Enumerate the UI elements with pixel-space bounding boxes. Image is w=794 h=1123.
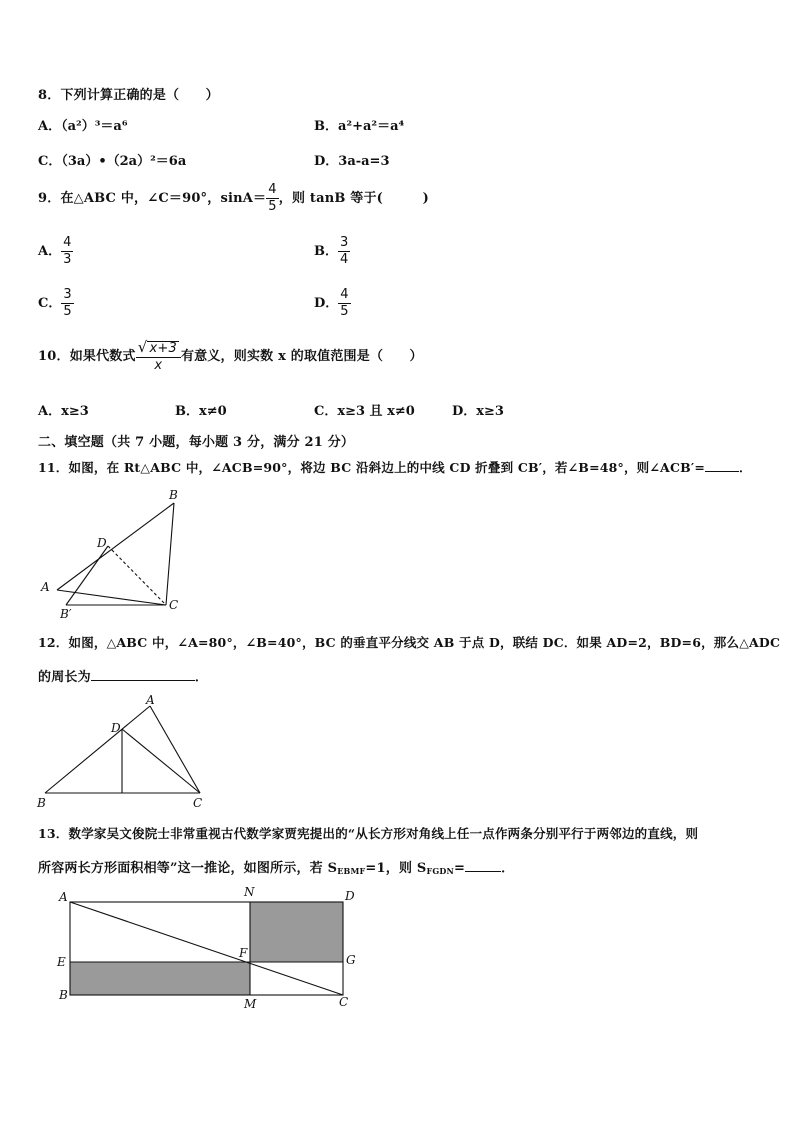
q10-radicand: x+3 — [149, 341, 177, 356]
q10-option-c: C．x≥3 且 x≠0 — [314, 404, 415, 419]
q9-c-den: 5 — [63, 304, 72, 319]
q12-line-1: 12．如图，△ABC 中，∠A=80°，∠B=40°，BC 的垂直平分线交 AB 于点 D，联结 DC．如果 AD=2，BD=6，那么△ADC — [38, 635, 781, 650]
q13-line-2-end: ． — [501, 861, 515, 876]
q12-label-c: C — [193, 796, 203, 810]
q12-label-a: A — [146, 693, 155, 707]
q9-d-num: 4 — [340, 287, 349, 302]
q11-stem — [38, 458, 752, 476]
q9-option-c-label: C． — [38, 296, 62, 311]
q13-label-g: G — [346, 953, 356, 967]
q13-label-n: N — [244, 885, 255, 899]
q12-answer-blank[interactable] — [91, 668, 195, 681]
q10-expression — [136, 340, 181, 373]
q10-stem-post: 有意义，则实数 x 的取值范围是（ ） — [180, 349, 423, 364]
q9-c-num: 3 — [63, 287, 72, 302]
q9-option-d-label: D． — [314, 296, 339, 311]
q13-label-d: D — [345, 889, 355, 903]
q9-stem-post: ，则 tanB 等于( ) — [278, 191, 429, 206]
q8-stem: 8．下列计算正确的是（ ） — [38, 88, 219, 103]
q12-figure — [34, 692, 214, 812]
q13-shaded-rect-ebmf — [70, 962, 250, 995]
q11-segment-dc-dashed — [108, 546, 166, 605]
q9-option-a — [38, 236, 73, 267]
q13-subscript-ebmf: EBMF — [337, 866, 366, 876]
q8-option-b: B．a²+a²＝a⁴ — [314, 119, 405, 134]
q11-label-c: C — [169, 598, 179, 612]
q13-label-a: A — [59, 890, 68, 904]
q12-line-2-text: 的周长为 — [38, 670, 91, 685]
q12-line-2-end: ． — [194, 670, 209, 685]
q9-sin-den: 5 — [268, 199, 277, 214]
q9-option-a-fraction — [61, 236, 73, 267]
q13-subscript-fgdn: FGDN — [426, 866, 455, 876]
q13-label-f: F — [239, 946, 248, 960]
q9-option-b-fraction — [338, 236, 350, 267]
q11-stem-end: ． — [739, 460, 752, 475]
q10-numerator — [136, 340, 181, 358]
q9-stem-pre: 9．在△ABC 中，∠C＝90°，sinA＝ — [38, 191, 267, 206]
q12-label-d: D — [111, 721, 121, 735]
q11-segment-ac — [57, 590, 166, 605]
q13-line-2-mid: =1，则 S — [365, 861, 427, 876]
q8-option-d: D．3a-a=3 — [314, 154, 390, 169]
q12-segment-ac — [150, 706, 200, 793]
q13-label-m: M — [244, 997, 257, 1011]
q13-line-2 — [38, 857, 514, 876]
q13-label-b: B — [59, 988, 68, 1002]
q11-label-d: D — [97, 536, 107, 550]
q9-option-d — [314, 288, 351, 319]
q10-stem — [38, 340, 423, 373]
q9-option-b — [314, 236, 350, 267]
q10-option-b: B．x≠0 — [175, 404, 227, 419]
q11-figure — [36, 484, 196, 620]
q12-label-b: B — [37, 796, 46, 810]
q11-answer-blank[interactable] — [705, 459, 739, 472]
q9-b-num: 3 — [340, 235, 349, 250]
q13-answer-blank[interactable] — [465, 859, 501, 872]
q9-a-num: 4 — [63, 235, 72, 250]
q12-segment-dc — [122, 729, 200, 793]
q9-option-a-label: A． — [38, 244, 62, 259]
q13-label-c: C — [339, 995, 349, 1009]
q11-label-a: A — [41, 580, 50, 594]
q10-stem-pre: 10．如果代数式 — [38, 349, 136, 364]
q13-equals: = — [454, 861, 466, 876]
q9-sin-num: 4 — [268, 182, 277, 197]
q9-b-den: 4 — [340, 252, 349, 267]
q9-sin-fraction — [266, 183, 278, 214]
sqrt-sign-icon: √ — [137, 338, 148, 356]
q11-segment-bc — [166, 503, 174, 605]
q13-label-e: E — [57, 955, 66, 969]
q8-option-c: C．（3a）•（2a）²＝6a — [38, 154, 187, 169]
q9-stem — [38, 183, 429, 214]
q10-denominator: x — [154, 358, 163, 373]
q10-option-d: D．x≥3 — [452, 404, 504, 419]
q11-stem-text: 11．如图，在 Rt△ABC 中，∠ACB=90°，将边 BC 沿斜边上的中线 CD 折叠到 CB′，若∠B=48°，则∠ACB′= — [38, 460, 706, 475]
q12-line-2 — [38, 666, 208, 685]
q9-option-c — [38, 288, 74, 319]
q10-option-a: A．x≥3 — [38, 404, 89, 419]
q9-option-d-fraction — [338, 288, 350, 319]
q13-shaded-rect-fgdn — [250, 902, 343, 962]
q13-line-1: 13．数学家吴文俊院士非常重视古代数学家贾宪提出的“从长方形对角线上任一点作两条分别平行于两邻边的直线，则 — [38, 826, 699, 841]
q11-segment-ab — [57, 503, 174, 590]
q12-segment-ab — [45, 706, 150, 793]
q11-label-b-prime: B′ — [60, 607, 72, 620]
q13-line-2-text: 所容两长方形面积相等”这一推论，如图所示，若 S — [38, 861, 338, 876]
q9-a-den: 3 — [63, 252, 72, 267]
q9-option-c-fraction — [61, 288, 73, 319]
q9-option-b-label: B． — [314, 244, 338, 259]
section-2-heading: 二、填空题（共 7 小题，每小题 3 分，满分 21 分） — [38, 435, 355, 450]
q9-d-den: 5 — [340, 304, 349, 319]
q13-figure — [52, 880, 372, 1020]
q8-option-a: A．（a²）³＝a⁶ — [38, 119, 128, 134]
q11-label-b: B — [169, 488, 178, 502]
